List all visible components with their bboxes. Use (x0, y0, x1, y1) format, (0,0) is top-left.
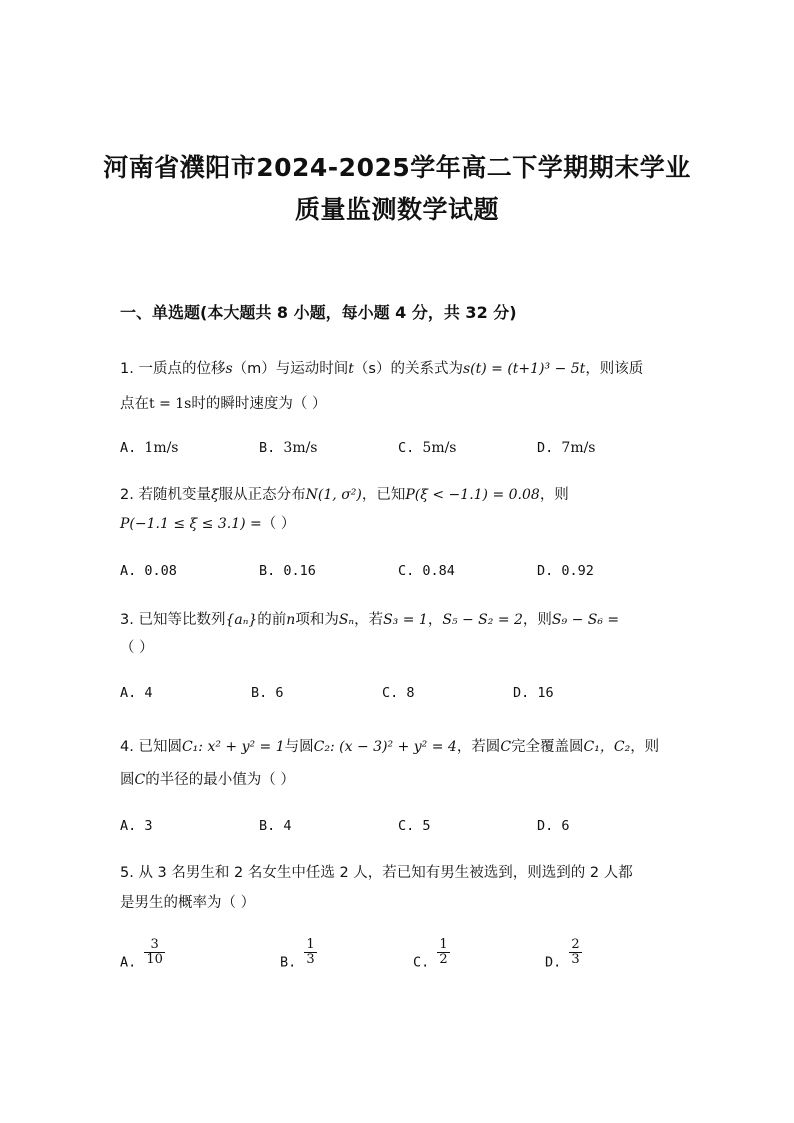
option-value: 3 (144, 818, 153, 834)
option-a[interactable] (120, 563, 177, 579)
option-value: 3m/s (283, 440, 318, 456)
option-label: C. (398, 440, 415, 456)
option-value: 0.16 (283, 563, 316, 579)
option-label: B. (280, 954, 297, 971)
fraction (437, 938, 449, 967)
question-text: ，若 (354, 612, 384, 628)
question-4-line-1 (120, 730, 680, 765)
question-4-options (120, 818, 720, 848)
question-5-line-2 (120, 886, 680, 921)
option-b[interactable] (259, 563, 316, 579)
option-label: B. (251, 685, 268, 701)
option-label: C. (382, 685, 399, 701)
option-b[interactable] (259, 818, 292, 834)
math-expression: t = 1s (149, 396, 192, 412)
option-value: 8 (406, 685, 415, 701)
question-text: ，若圆 (456, 739, 501, 755)
fraction-numerator: 1 (306, 937, 315, 952)
math-formula: C₂: (x − 3)² + y² = 4 (313, 739, 457, 755)
math-expression: C₁，C₂ (583, 739, 631, 755)
option-value: 1m/s (144, 440, 179, 456)
option-label: D. (545, 954, 562, 971)
math-expression: t (348, 361, 354, 377)
option-c[interactable] (398, 440, 457, 456)
question-1-options (120, 440, 720, 470)
option-label: C. (413, 954, 430, 971)
question-text: 一质点的位移 (138, 361, 226, 377)
math-expression: s (225, 361, 233, 377)
fraction-numerator: 2 (571, 937, 580, 952)
page-title-line-2: 质量监测数学试题 (294, 195, 499, 224)
option-c[interactable] (398, 818, 431, 834)
question-number: 5. (120, 865, 134, 881)
fraction-denominator: 10 (146, 952, 163, 967)
question-text: ，则 (522, 612, 552, 628)
math-formula: S₉ − S₆ = (551, 612, 620, 628)
math-formula: P(−1.1 ≤ ξ ≤ 3.1) = (120, 516, 262, 532)
option-label: A. (120, 685, 137, 701)
question-5-options (120, 936, 720, 976)
question-3-line-2 (120, 631, 680, 666)
question-text: ，则 (630, 739, 660, 755)
option-label: D. (537, 818, 554, 834)
question-text: 从 3 名男生和 2 名女生中任选 2 人，若已知有男生被选到，则选到的 2 人都 (138, 865, 633, 881)
math-expression: ξ (210, 487, 219, 503)
option-value: 6 (275, 685, 284, 701)
question-text: 点在 (120, 396, 149, 412)
math-expression: n (286, 612, 296, 628)
question-text: 完全覆盖圆 (511, 739, 584, 755)
option-d[interactable] (545, 938, 582, 971)
option-d[interactable] (537, 440, 596, 456)
question-text: 与圆 (284, 739, 314, 755)
math-formula: P(ξ < −1.1) = 0.08 (405, 487, 540, 503)
option-d[interactable] (513, 685, 554, 701)
fraction (144, 938, 165, 967)
question-text: 是男生的概率为（ ） (120, 895, 256, 911)
option-b[interactable] (259, 440, 318, 456)
option-label: D. (537, 563, 554, 579)
option-label: D. (513, 685, 530, 701)
option-value: 5 (422, 818, 431, 834)
option-b[interactable] (280, 938, 317, 971)
question-number: 1. (120, 361, 134, 377)
question-text: 已知等比数列 (138, 612, 226, 628)
option-d[interactable] (537, 818, 570, 834)
math-formula: N(1, σ²) (305, 487, 362, 503)
question-text: 服从正态分布 (218, 487, 306, 503)
option-value: 5m/s (422, 440, 457, 456)
option-a[interactable] (120, 440, 179, 456)
question-text: （m）与运动时间 (232, 361, 349, 377)
question-2-options (120, 563, 720, 593)
option-label: A. (120, 954, 137, 971)
question-2-line-2 (120, 507, 680, 542)
question-number: 3. (120, 612, 134, 628)
fraction-denominator: 3 (306, 952, 315, 967)
math-expression: Sₙ (338, 612, 355, 628)
option-value: 0.84 (422, 563, 455, 579)
option-value: 0.08 (144, 563, 177, 579)
question-1-line-2 (120, 387, 680, 422)
option-c[interactable] (382, 685, 415, 701)
math-formula: C₁: x² + y² = 1 (181, 739, 285, 755)
option-value: 7m/s (561, 440, 596, 456)
question-text: ，则 (539, 487, 569, 503)
math-expression: C (500, 739, 512, 755)
option-a[interactable] (120, 938, 165, 971)
question-text: 的半径的最小值为（ ） (145, 772, 295, 788)
question-4-line-2 (120, 763, 680, 798)
math-formula: S₅ − S₂ = 2 (442, 612, 523, 628)
math-formula: S₃ = 1 (383, 612, 428, 628)
question-text: 的前 (257, 612, 287, 628)
option-value: 0.92 (561, 563, 594, 579)
question-text: ，已知 (361, 487, 406, 503)
fraction (304, 938, 316, 967)
fraction-numerator: 1 (439, 937, 448, 952)
option-value: 16 (537, 685, 554, 701)
question-text: （s）的关系式为 (353, 361, 463, 377)
option-label: A. (120, 440, 137, 456)
page-title-line-1: 河南省濮阳市2024-2025学年高二下学期期末学业 (103, 153, 691, 182)
question-text: 若随机变量 (138, 487, 211, 503)
fraction-denominator: 2 (439, 952, 448, 967)
math-expression: {aₙ} (225, 612, 258, 628)
question-text: （ ） (261, 516, 296, 532)
math-formula: s(t) = (t+1)³ − 5t (462, 361, 586, 377)
fraction-denominator: 3 (571, 952, 580, 967)
option-value: 4 (283, 818, 292, 834)
option-label: B. (259, 563, 276, 579)
math-expression: C (134, 772, 146, 788)
question-text: ，则该质 (585, 361, 644, 377)
option-label: C. (398, 818, 415, 834)
question-3-options (120, 685, 720, 715)
question-number: 4. (120, 739, 134, 755)
option-c[interactable] (398, 563, 455, 579)
option-a[interactable] (120, 818, 153, 834)
option-value: 4 (144, 685, 153, 701)
option-d[interactable] (537, 563, 594, 579)
option-label: A. (120, 563, 137, 579)
question-text: 已知圆 (138, 739, 182, 755)
option-label: C. (398, 563, 415, 579)
question-text: 项和为 (295, 612, 339, 628)
option-label: B. (259, 818, 276, 834)
option-c[interactable] (413, 938, 450, 971)
question-text: ， (427, 612, 443, 628)
fraction-numerator: 3 (144, 938, 165, 953)
question-text: 时的瞬时速度为（ ） (191, 396, 327, 412)
question-text: （ ） (120, 640, 154, 656)
question-1-line-1 (120, 352, 680, 387)
question-text: 圆 (120, 772, 135, 788)
option-label: B. (259, 440, 276, 456)
option-a[interactable] (120, 685, 153, 701)
option-b[interactable] (251, 685, 284, 701)
section-heading: 一、单选题(本大题共 8 小题，每小题 4 分，共 32 分) (120, 303, 517, 322)
fraction (569, 938, 581, 967)
option-label: A. (120, 818, 137, 834)
question-number: 2. (120, 487, 134, 503)
option-value: 6 (561, 818, 570, 834)
option-label: D. (537, 440, 554, 456)
